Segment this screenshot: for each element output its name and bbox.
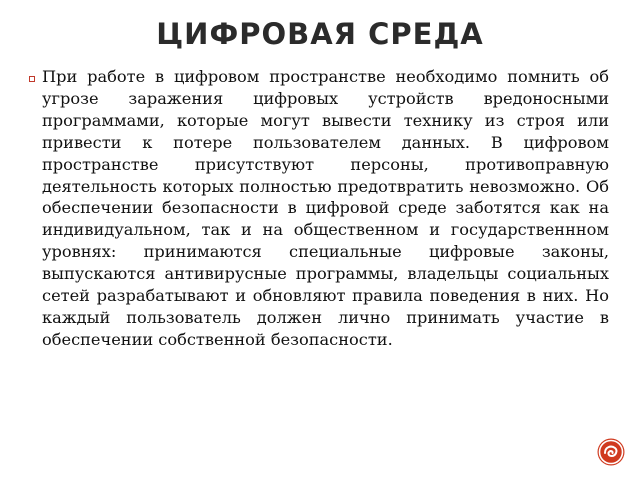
bullet-square-icon (29, 76, 35, 82)
red-swirl-logo-icon (596, 437, 626, 467)
slide-title: ЦИФРОВАЯ СРЕДА (156, 17, 484, 51)
bullet-text: При работе в цифровом пространстве необходимо помнить об угрозе заражения цифровых устройств вредоносными программами, которые могут вывести технику из строя или привести к потере пользователем данных. В цифровом пространстве присутствуют персоны, противоправную деятельность которых полностью предотвратить невозможно. Об обеспечении безопасности в цифровой среде заботятся как на индивидуальном, так и на общественном и государственнном уровнях: принимаются специальные цифровые законы, выпускаются антивирусные программы, владельцы социальных сетей разрабатывают и обновляют правила поведения в них. Но каждый пользователь должен лично принимать участие в обеспечении собственной безопасности. (42, 67, 609, 349)
